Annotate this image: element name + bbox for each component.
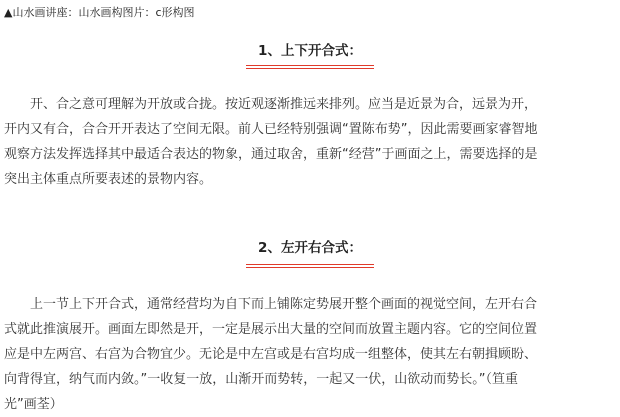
underline-top-rule <box>246 264 374 265</box>
paragraph-line: 向背得宜，纳气而内敛。”一收复一放，山渐开而势转，一起又一伏，山欲动而势长。”（笪重 <box>4 372 518 387</box>
paragraph-line: 式就此推演展开。画面左即然是开，一定是展示出大量的空间而放置主题内容。它的空间位置 <box>4 322 538 337</box>
section-1-heading: 1、上下开合式： <box>258 43 362 59</box>
underline-top-rule <box>246 65 374 66</box>
image-caption: ▲山水画讲座：山水画构图片：c形构图 <box>4 6 195 19</box>
section-2-paragraph <box>4 292 616 417</box>
section-2-heading-underline <box>246 264 374 269</box>
paragraph-line: 上一节上下开合式，通常经营均为自下而上铺陈定势展开整个画面的视觉空间，左开右合 <box>4 297 538 312</box>
paragraph-line: 观察方法发挥选择其中最适合表达的物象，通过取舍，重新“经营”于画面之上，需要选择的是 <box>4 147 538 162</box>
underline-bottom-rule <box>246 267 374 268</box>
paragraph-line: 突出主体重点所要表述的景物内容。 <box>4 172 213 187</box>
paragraph-line: 开、合之意可理解为开放或合拢。按近观逐渐推远来排列。应当是近景为合，远景为开， <box>4 97 538 112</box>
paragraph-line: 应是中左两宫、右宫为合物宜少。无论是中左宫或是右宫均成一组整体，使其左右朝揖顾盼、 <box>4 347 538 362</box>
section-2-heading: 2、左开右合式： <box>258 240 362 256</box>
underline-bottom-rule <box>246 68 374 69</box>
paragraph-line: 开内又有合，合合开开表达了空间无限。前人已经特别强调“置陈布势”，因此需要画家睿智地 <box>4 122 538 137</box>
section-1-heading-underline <box>246 65 374 70</box>
section-1-paragraph <box>4 92 616 192</box>
paragraph-line: 光”画荃） <box>4 397 63 412</box>
